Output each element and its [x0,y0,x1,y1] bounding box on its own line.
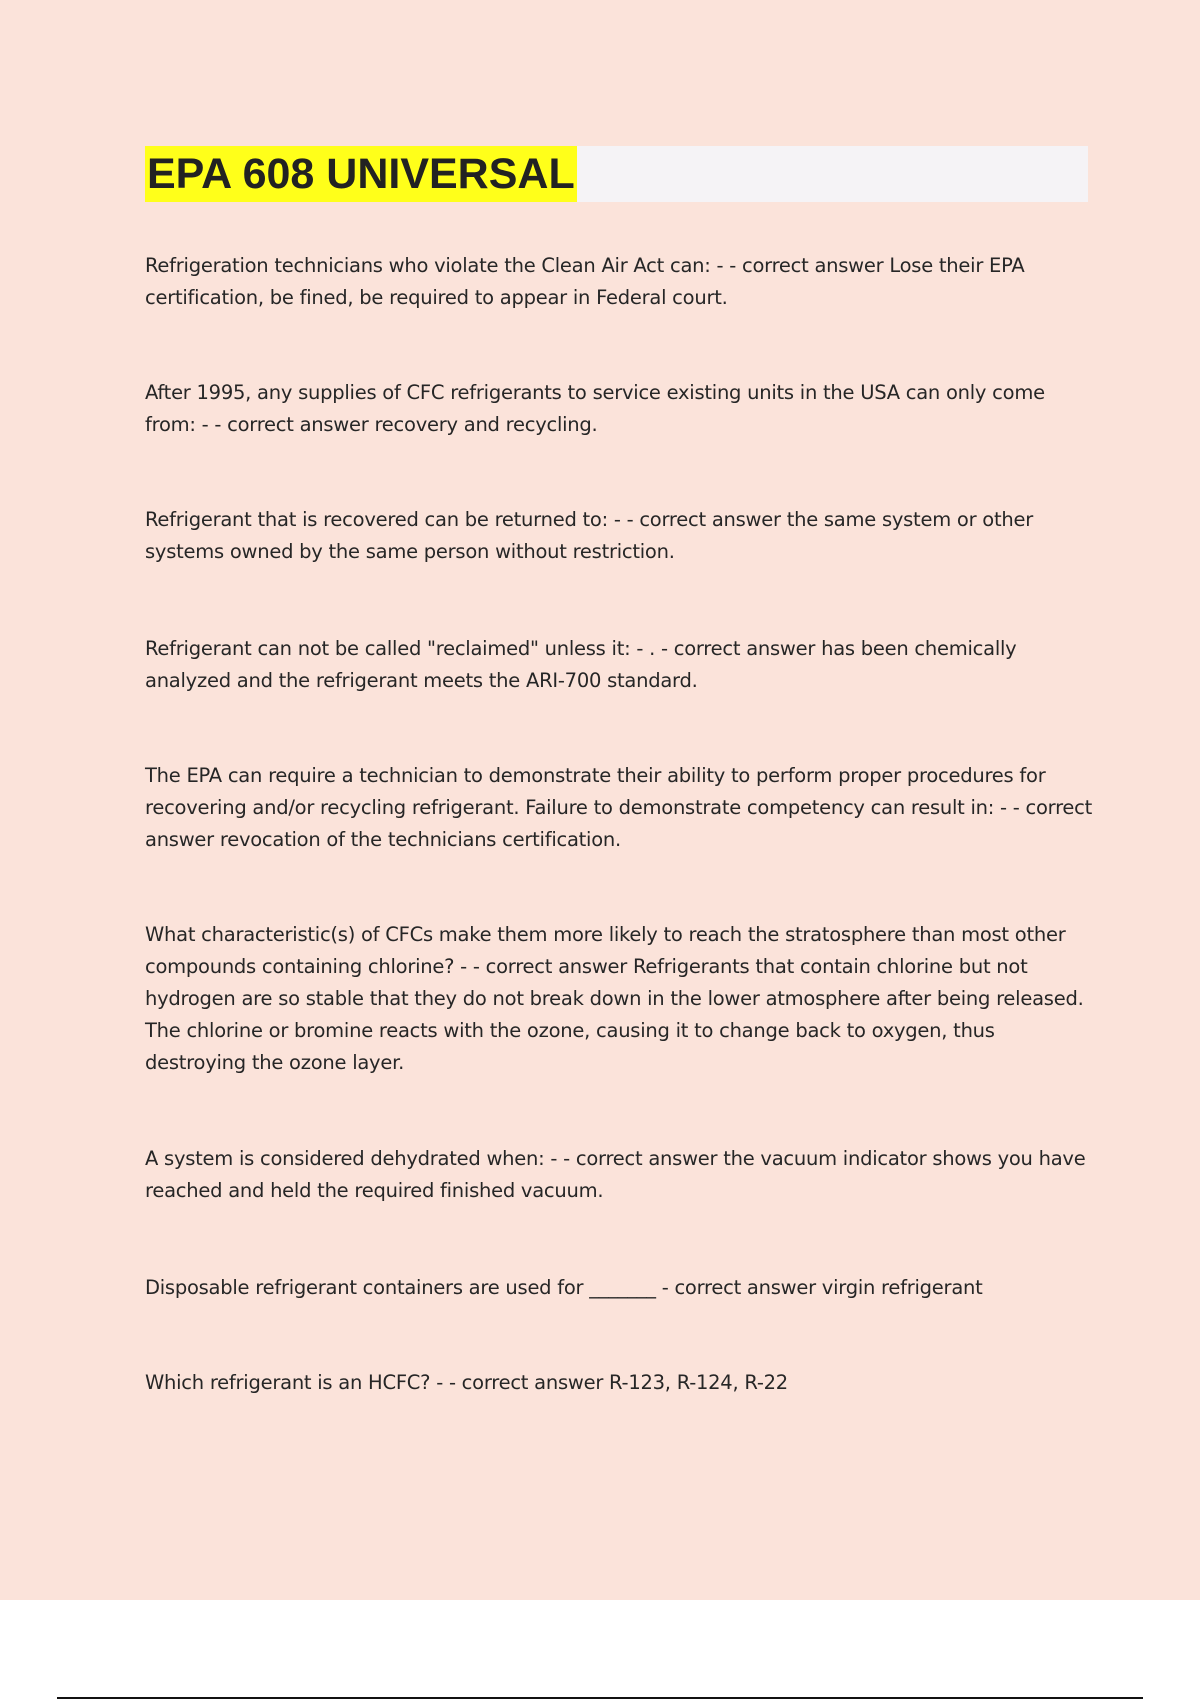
qa-item-1: Refrigeration technicians who violate the Clean Air Act can: - - correct answer Lose their EPA certification, be fined, be required to appear in Federal court. [145,254,1025,309]
qa-item-3: Refrigerant that is recovered can be returned to: - - correct answer the same system or other systems owned by the same person without restriction. [145,508,1033,563]
qa-item-4: Refrigerant can not be called "reclaimed" unless it: - . - correct answer has been chemically analyzed and the refrigerant meets the ARI-700 standard. [145,637,1017,692]
qa-item-5: The EPA can require a technician to demonstrate their ability to perform proper procedures for recovering and/or recycling refrigerant. Failure to demonstrate competency can result in: - - correct answer revocation of the technicians certification. [145,764,1093,851]
qa-item-6: What characteristic(s) of CFCs make them more likely to reach the stratosphere than most other compounds containing chlorine? - - correct answer Refrigerants that contain chlorine but not hydrogen are so stable that they do not break down in the lower atmosphere after being released. The chlorine or bromine reacts with the ozone, causing it to change back to oxygen, thus destroying the ozone layer. [145,923,1084,1074]
qa-item-9: Which refrigerant is an HCFC? - - correct answer R-123, R-124, R-22 [145,1371,788,1394]
qa-item-8: Disposable refrigerant containers are used for _______ - correct answer virgin refrigerant [145,1276,983,1299]
document-title: EPA 608 UNIVERSAL [145,146,577,202]
qa-item-7: A system is considered dehydrated when: - - correct answer the vacuum indicator shows you have reached and held the required finished vacuum. [145,1147,1086,1202]
qa-item-2: After 1995, any supplies of CFC refrigerants to service existing units in the USA can only come from: - - correct answer recovery and recycling. [145,381,1045,436]
footer-rule [57,1697,1143,1699]
